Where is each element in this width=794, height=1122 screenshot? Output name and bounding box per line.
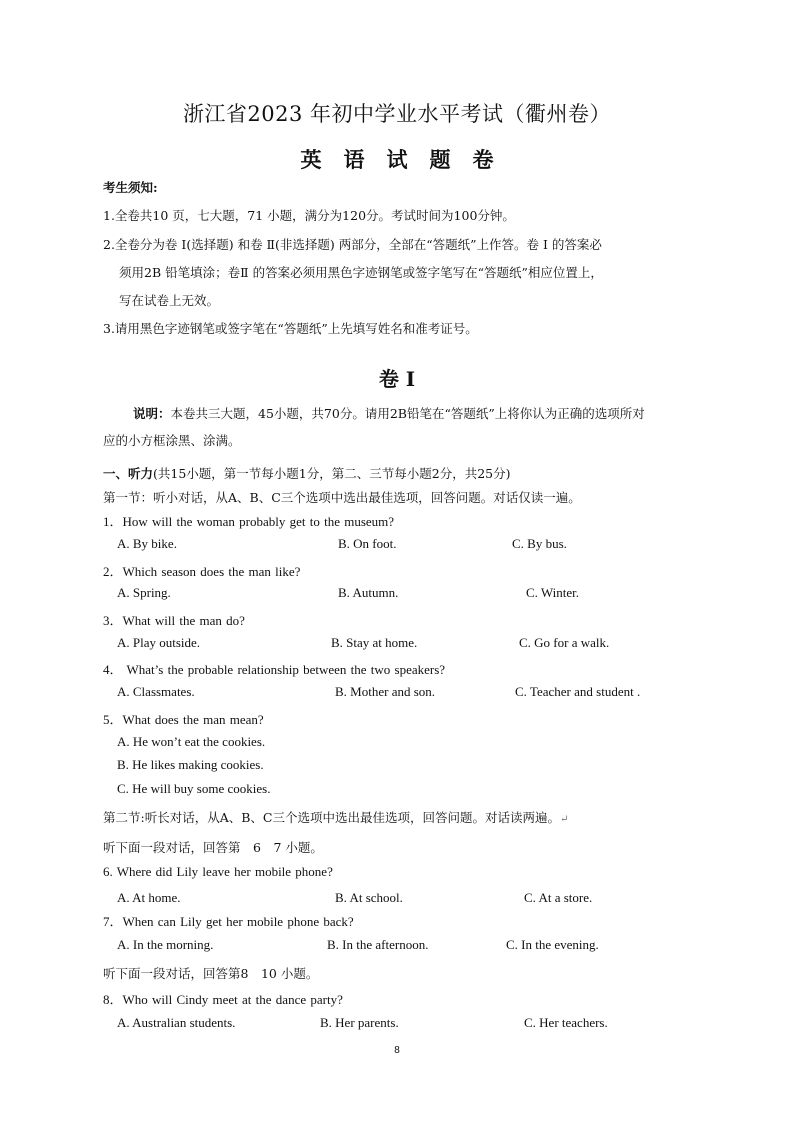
q1-option-c: C. By bus.: [512, 536, 567, 551]
q8-option-c: C. Her teachers.: [524, 1015, 608, 1030]
q3-option-c: C. Go for a walk.: [519, 635, 610, 650]
page-number: 8: [394, 1045, 400, 1056]
q6-option-b: B. At school.: [335, 890, 403, 905]
notice-line-4: 写在试卷上无效。: [119, 293, 220, 308]
part1-description-line-2: 应的小方框涂黑、涂满。: [103, 433, 241, 448]
question-1: 1．How will the woman probably get to the museum?: [103, 514, 395, 529]
question-5: 5．What does the man mean?: [103, 712, 264, 727]
dialog-intro-6-7: 听下面一段对话，回答第 6 7 小题。: [103, 840, 323, 855]
q8-option-a: A. Australian students.: [117, 1015, 236, 1030]
notice-line-1: 1.全卷共10 页，七大题，71 小题，满分为120分。考试时间为100分钟。: [103, 208, 515, 223]
section2-text: 第二节:听长对话，从A、B、C三个选项中选出最佳选项，回答问题。对话读两遍。: [103, 810, 560, 825]
q7-option-a: A. In the morning.: [117, 937, 214, 952]
notice-line-5: 3.请用黑色字迹钢笔或签字笔在“答题纸”上先填写姓名和准考证号。: [103, 321, 478, 336]
section1-instructions: 第一节：听小对话，从A、B、C三个选项中选出最佳选项，回答问题。对话仅读一遍。: [103, 490, 581, 505]
q6-option-a: A. At home.: [117, 890, 181, 905]
q5-option-c: C. He will buy some cookies.: [117, 781, 271, 796]
q8-option-b: B. Her parents.: [320, 1015, 399, 1030]
q2-option-c: C. Winter.: [526, 585, 580, 600]
listening-heading: [103, 464, 511, 482]
q3-option-a: A. Play outside.: [117, 635, 201, 650]
q5-option-b: B. He likes making cookies.: [117, 757, 264, 772]
exam-subtitle: 英语试题卷: [300, 147, 516, 172]
question-2: 2．Which season does the man like?: [103, 564, 301, 579]
q7-option-c: C. In the evening.: [506, 937, 599, 952]
q5-option-a: A. He won’t eat the cookies.: [117, 734, 266, 749]
q4-option-a: A. Classmates.: [117, 684, 195, 699]
q2-option-a: A. Spring.: [117, 585, 171, 600]
q1-option-a: A. By bike.: [117, 536, 177, 551]
question-3: 3．What will the man do?: [103, 613, 245, 628]
q7-option-b: B. In the afternoon.: [327, 937, 429, 952]
question-4: 4． What’s the probable relationship between the two speakers?: [103, 662, 446, 677]
listening-note: (共15小题，第一节每小题1分，第二、三节每小题2分，共25分): [153, 466, 511, 481]
description-text: 本卷共三大题，45小题，共70分。请用2B铅笔在“答题纸”上将你认为正确的选项所对: [170, 406, 645, 421]
part1-description-line-1: [133, 404, 645, 422]
paragraph-mark: ↵: [560, 814, 569, 825]
part1-heading: 卷 I: [378, 367, 416, 391]
question-8: 8．Who will Cindy meet at the dance party?: [103, 992, 343, 1007]
q6-option-c: C. At a store.: [524, 890, 593, 905]
question-6: 6. Where did Lily leave her mobile phone?: [103, 864, 333, 879]
notice-line-2: 2.全卷分为卷 Ⅰ(选择题) 和卷 Ⅱ(非选择题) 两部分，全部在“答题纸”上作答。卷 Ⅰ 的答案必: [103, 237, 602, 252]
q2-option-b: B. Autumn.: [338, 585, 399, 600]
q1-option-b: B. On foot.: [338, 536, 397, 551]
q4-option-b: B. Mother and son.: [335, 684, 436, 699]
q4-option-c: C. Teacher and student .: [515, 684, 641, 699]
q3-option-b: B. Stay at home.: [331, 635, 418, 650]
listening-title: 一、听力: [103, 466, 154, 481]
dialog-intro-8-10: 听下面一段对话，回答第8 10 小题。: [103, 966, 319, 981]
description-label: 说明：: [133, 406, 171, 421]
notice-heading: 考生须知:: [103, 180, 158, 195]
question-7: 7．When can Lily get her mobile phone back?: [103, 914, 354, 929]
notice-line-3: 须用2B 铅笔填涂；卷Ⅱ 的答案必须用黑色字迹钢笔或签字笔写在“答题纸”相应位置上，: [119, 265, 603, 280]
exam-title: 浙江省2023 年初中学业水平考试（衢州卷）: [182, 102, 612, 126]
section2-instructions: [103, 808, 568, 826]
